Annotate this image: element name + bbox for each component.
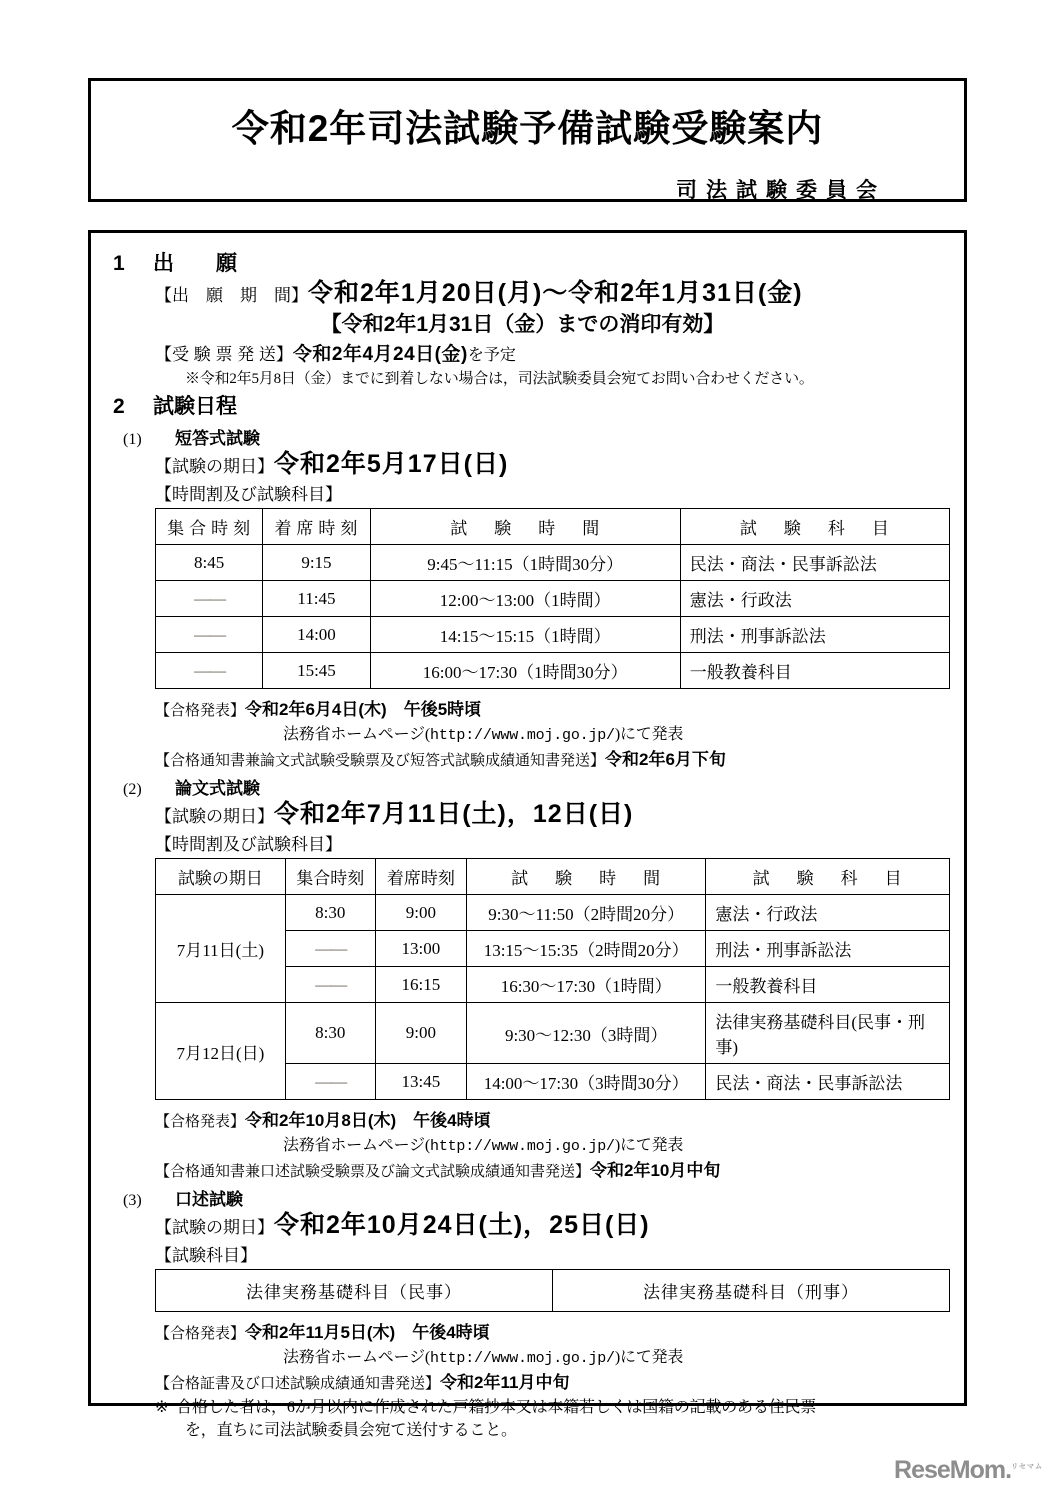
- cell-exam-time: 9:30～11:50（2時間20分）: [466, 895, 705, 931]
- essay-date-value: 令和2年7月11日(土)，12日(日): [274, 800, 634, 828]
- oral-date-label: 【試験の期日】: [155, 1218, 274, 1237]
- oral-result-label: 【合格発表】: [155, 1325, 246, 1342]
- essay-result-url-line: [105, 1132, 950, 1155]
- table-header-row: [156, 509, 950, 545]
- url-suffix: )にて発表: [614, 1137, 684, 1154]
- watermark-ruby: リセマム: [1011, 1463, 1043, 1471]
- short-answer-date-value: 令和2年5月17日(日): [274, 450, 509, 478]
- cell-exam-subject: 一般教養科目: [706, 967, 950, 1003]
- table-row: [156, 653, 950, 689]
- url-prefix: 法務省ホームページ(: [283, 1349, 431, 1366]
- cell-seating-time: 13:45: [375, 1064, 466, 1100]
- col-exam-time: 試 験 時 間: [370, 509, 680, 545]
- col-seating-time: 着席時刻: [375, 859, 466, 895]
- application-period-label: 【出 願 期 間】: [155, 286, 308, 305]
- cell-meeting-time: ——: [285, 1064, 375, 1100]
- url-prefix: 法務省ホームページ(: [283, 726, 431, 743]
- cell-meeting-time: 8:30: [285, 1003, 375, 1064]
- url-suffix: )にて発表: [614, 726, 684, 743]
- cell-seating-time: 9:00: [375, 1003, 466, 1064]
- table-row: [156, 581, 950, 617]
- cell-exam-subject: 法律実務基礎科目(民事・刑事): [706, 1003, 950, 1064]
- cell-exam-time: 14:15～15:15（1時間）: [370, 617, 680, 653]
- cell-exam-date: 7月11日(土): [156, 895, 286, 1003]
- cell-meeting-time: ——: [285, 931, 375, 967]
- essay-date-row: [105, 800, 950, 828]
- cell-exam-time: 16:00～17:30（1時間30分）: [370, 653, 680, 689]
- cell-seating-time: 16:15: [375, 967, 466, 1003]
- cell-exam-subject: 刑法・刑事訴訟法: [680, 617, 949, 653]
- section-2-heading: [105, 390, 950, 420]
- ticket-dispatch-value: 令和2年4月24日(金): [292, 344, 468, 365]
- issuing-authority: 司法試験委員会: [676, 179, 886, 202]
- cell-seating-time: 15:45: [263, 653, 370, 689]
- cell-seating-time: 13:00: [375, 931, 466, 967]
- cell-exam-time: 9:45～11:15（1時間30分）: [370, 545, 680, 581]
- table-row: [156, 617, 950, 653]
- col-seating-time: 着席時刻: [263, 509, 370, 545]
- cell-exam-time: 13:15～15:35（2時間20分）: [466, 931, 705, 967]
- section-2-title: 試験日程: [153, 395, 237, 418]
- short-answer-table-label: 【時間割及び試験科目】: [155, 485, 342, 504]
- section-1-title: 出 願: [153, 252, 237, 275]
- subsection-2-heading: [105, 774, 950, 799]
- essay-table-label: 【時間割及び試験科目】: [155, 835, 342, 854]
- ticket-dispatch-row: [105, 339, 950, 366]
- resemom-watermark: [894, 1456, 1043, 1485]
- short-answer-result-label: 【合格発表】: [155, 702, 246, 719]
- cell-exam-date: 7月12日(日): [156, 1003, 286, 1100]
- cell-seating-time: 11:45: [263, 581, 370, 617]
- ticket-arrival-note: ※令和2年5月8日（金）までに到着しない場合は，司法試験委員会宛てお問い合わせください。: [185, 371, 814, 387]
- cell-meeting-time: ——: [156, 581, 263, 617]
- oral-notice-row: [105, 1368, 950, 1393]
- short-answer-result-row: [105, 695, 950, 720]
- cell-subject-criminal: 法律実務基礎科目（刑事）: [553, 1270, 950, 1312]
- short-answer-notice-value: 令和2年6月下旬: [605, 750, 726, 769]
- short-answer-result-value: 令和2年6月4日(木) 午後5時頃: [245, 700, 482, 719]
- essay-date-label: 【試験の期日】: [155, 807, 274, 826]
- oral-table-label: 【試験科目】: [155, 1246, 257, 1265]
- cell-meeting-time: 8:45: [156, 545, 263, 581]
- subsection-1-number: (1): [123, 431, 142, 448]
- oral-result-row: [105, 1318, 950, 1343]
- essay-notice-label: 【合格通知書兼口述試験受験票及び論文式試験成績通知書発送】: [155, 1163, 591, 1180]
- cell-meeting-time: ——: [285, 967, 375, 1003]
- short-answer-date-row: [105, 450, 950, 478]
- postmark-note: 【令和2年1月31日（金）までの消印有効】: [320, 313, 725, 336]
- col-exam-subject: 試 験 科 目: [706, 859, 950, 895]
- page-title: 令和2年司法試験予備試験受験案内: [231, 108, 824, 149]
- cell-exam-subject: 一般教養科目: [680, 653, 949, 689]
- col-meeting-time: 集合時刻: [156, 509, 263, 545]
- subsection-1-title: 短答式試験: [175, 429, 260, 448]
- essay-result-value: 令和2年10月8日(木) 午後4時頃: [245, 1111, 491, 1130]
- essay-result-row: [105, 1106, 950, 1131]
- cell-seating-time: 9:00: [375, 895, 466, 931]
- url-prefix: 法務省ホームページ(: [283, 1137, 431, 1154]
- moj-url[interactable]: http://www.moj.go.jp/: [430, 727, 615, 744]
- note-mark: ※: [155, 1399, 169, 1416]
- cell-subject-civil: 法律実務基礎科目（民事）: [156, 1270, 553, 1312]
- cell-seating-time: 14:00: [263, 617, 370, 653]
- title-banner: [88, 78, 967, 202]
- essay-schedule-table: [155, 858, 950, 1100]
- subsection-2-number: (2): [123, 781, 142, 798]
- cell-exam-subject: 民法・商法・民事訴訟法: [706, 1064, 950, 1100]
- short-answer-notice-label: 【合格通知書兼論文式試験受験票及び短答式試験成績通知書発送】: [155, 752, 606, 769]
- section-1-number: 1: [113, 252, 125, 275]
- cell-exam-subject: 民法・商法・民事訴訟法: [680, 545, 949, 581]
- watermark-text: ReseMom.: [894, 1456, 1012, 1484]
- application-period-value: 令和2年1月20日(月)～令和2年1月31日(金): [308, 279, 803, 307]
- cell-exam-time: 16:30～17:30（1時間）: [466, 967, 705, 1003]
- oral-date-row: [105, 1211, 950, 1239]
- final-note: [105, 1396, 950, 1442]
- main-content-box: [88, 230, 967, 1440]
- col-meeting-time: 集合時刻: [285, 859, 375, 895]
- moj-url[interactable]: http://www.moj.go.jp/: [430, 1138, 615, 1155]
- col-exam-subject: 試 験 科 目: [680, 509, 949, 545]
- ticket-dispatch-label: 【受 験 票 発 送】: [155, 345, 293, 364]
- cell-meeting-time: ——: [156, 653, 263, 689]
- short-answer-date-label: 【試験の期日】: [155, 457, 274, 476]
- cell-exam-time: 14:00～17:30（3時間30分）: [466, 1064, 705, 1100]
- cell-exam-subject: 憲法・行政法: [706, 895, 950, 931]
- oral-date-value: 令和2年10月24日(土)，25日(日): [274, 1211, 650, 1239]
- essay-result-label: 【合格発表】: [155, 1113, 246, 1130]
- subsection-3-number: (3): [123, 1192, 142, 1209]
- cell-seating-time: 9:15: [263, 545, 370, 581]
- subsection-3-title: 口述試験: [175, 1190, 243, 1209]
- col-exam-time: 試 験 時 間: [466, 859, 705, 895]
- cell-exam-subject: 憲法・行政法: [680, 581, 949, 617]
- essay-notice-row: [105, 1156, 950, 1181]
- short-answer-notice-row: [105, 745, 950, 770]
- cell-meeting-time: 8:30: [285, 895, 375, 931]
- essay-notice-value: 令和2年10月中旬: [590, 1161, 721, 1180]
- final-note-line-1: 合格した者は，6か月以内に作成された戸籍抄本又は本籍若しくは国籍の記載のある住民票: [176, 1399, 817, 1416]
- ticket-dispatch-suffix: を予定: [467, 347, 516, 364]
- oral-notice-value: 令和2年11月中旬: [440, 1373, 570, 1392]
- section-1-heading: [105, 247, 950, 277]
- col-exam-date: 試験の期日: [156, 859, 286, 895]
- cell-exam-time: 9:30～12:30（3時間）: [466, 1003, 705, 1064]
- subsection-1-heading: [105, 424, 950, 449]
- application-period-row: [105, 279, 950, 307]
- oral-subjects-table: [155, 1269, 950, 1312]
- subsection-3-heading: [105, 1185, 950, 1210]
- table-row: [156, 1003, 950, 1064]
- moj-url[interactable]: http://www.moj.go.jp/: [430, 1350, 615, 1367]
- oral-notice-label: 【合格証書及び口述試験成績通知書発送】: [155, 1375, 441, 1392]
- table-row: [156, 1270, 950, 1312]
- oral-result-value: 令和2年11月5日(木) 午後4時頃: [245, 1323, 490, 1342]
- final-note-line-2: を，直ちに司法試験委員会宛て送付すること。: [185, 1422, 517, 1440]
- cell-exam-subject: 刑法・刑事訴訟法: [706, 931, 950, 967]
- cell-exam-time: 12:00～13:00（1時間）: [370, 581, 680, 617]
- oral-result-url-line: [105, 1344, 950, 1367]
- short-answer-result-url-line: [105, 721, 950, 744]
- short-answer-schedule-table: [155, 508, 950, 689]
- section-2-number: 2: [113, 395, 125, 418]
- table-header-row: [156, 859, 950, 895]
- url-suffix: )にて発表: [614, 1349, 684, 1366]
- subsection-2-title: 論文式試験: [175, 779, 260, 798]
- table-row: [156, 545, 950, 581]
- table-row: [156, 895, 950, 931]
- cell-meeting-time: ——: [156, 617, 263, 653]
